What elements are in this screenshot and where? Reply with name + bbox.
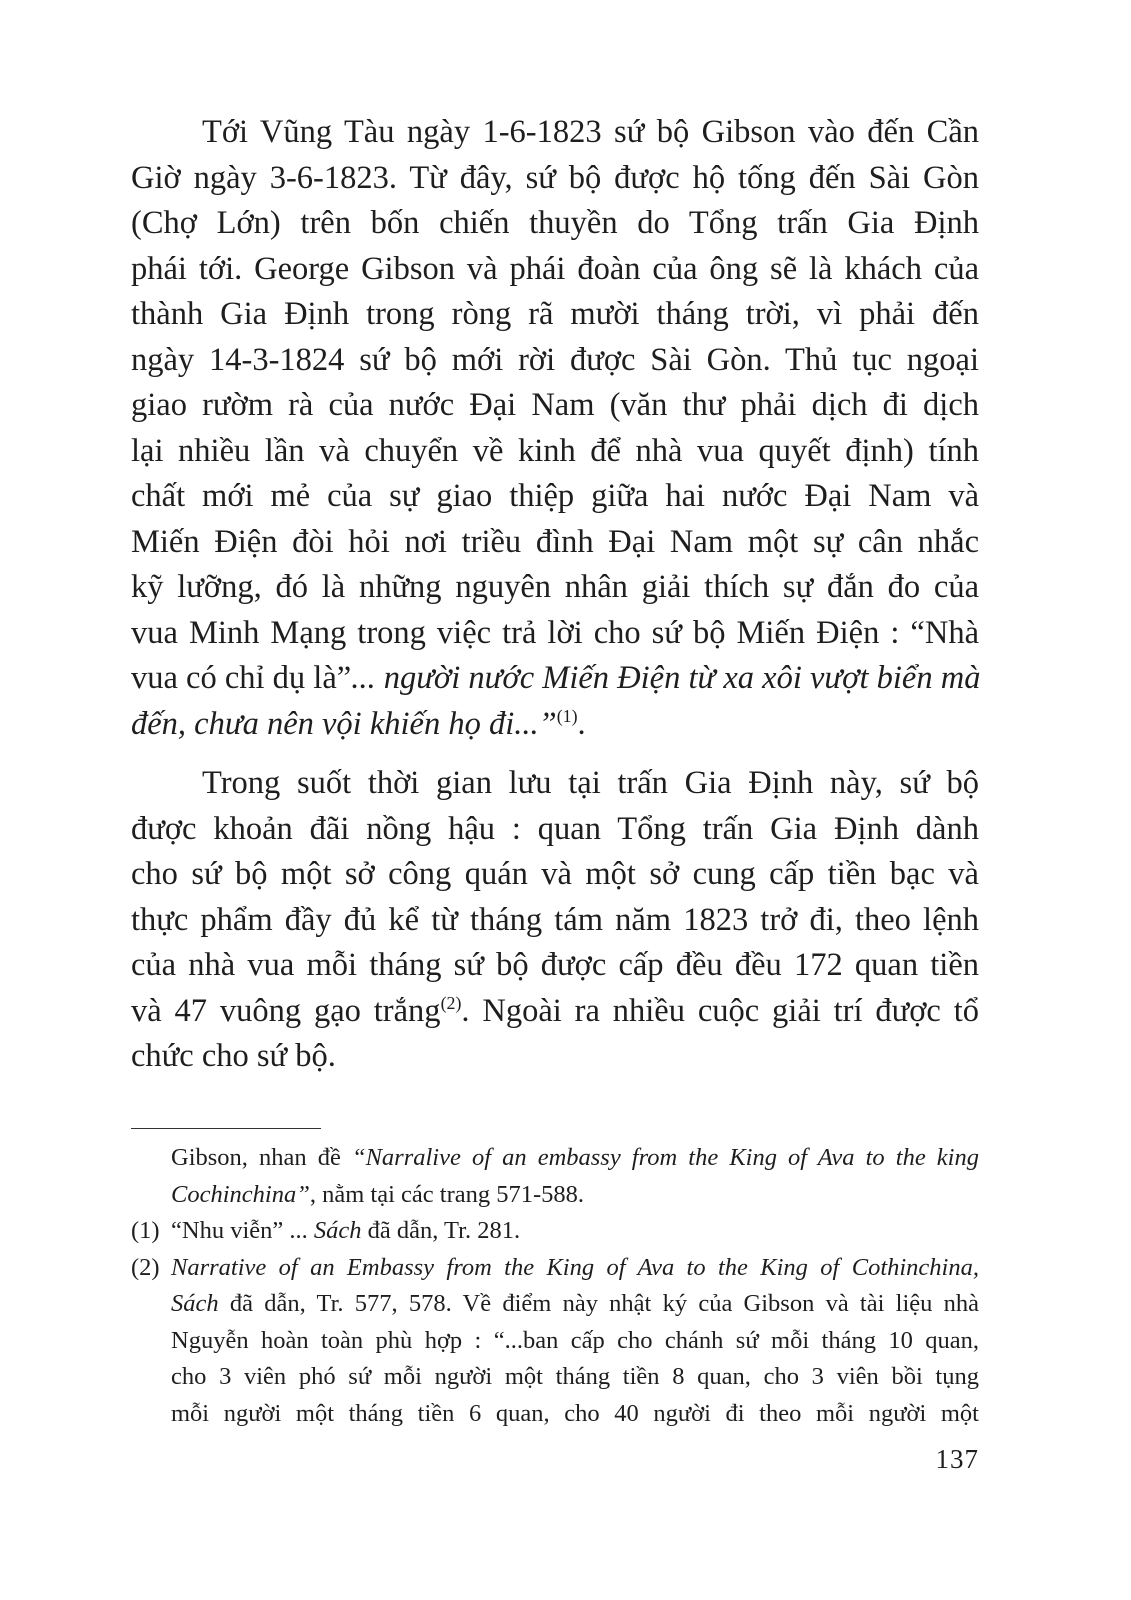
footnote-line <box>171 1286 979 1323</box>
text-line: thành Gia Định trong ròng rã mười tháng trời, vì phải đến <box>131 296 979 332</box>
text-segment: , nằm tại các trang 571-588. <box>309 1180 585 1208</box>
footnote-line: mỗi người một tháng tiền 6 quan, cho 40 người đi theo mỗi người một <box>171 1399 979 1427</box>
text-line: ngày 14-3-1824 sứ bộ mới rời được Sài Gòn. Thủ tục ngoại <box>131 341 979 378</box>
italic-word: Sách <box>171 1290 219 1317</box>
text-line: Miến Điện đòi hỏi nơi triều đình Đại Nam một sự cân nhắc <box>131 523 979 560</box>
paragraph-1 <box>131 110 979 747</box>
text-line <box>131 656 979 702</box>
footnote-continuation <box>131 1140 979 1213</box>
text-line: Giờ ngày 3-6-1823. Từ đây, sứ bộ được hộ tống đến Sài Gòn <box>131 159 979 196</box>
text-segment: “Nhu viễn” ... <box>171 1217 314 1244</box>
text-segment: Gibson, nhan đề <box>171 1144 352 1171</box>
italic-title: Cochinchina” <box>171 1180 310 1208</box>
text-segment: . <box>577 705 586 742</box>
footnote-ref-2[interactable]: (2) <box>440 992 462 1013</box>
paragraph-2 <box>131 761 979 1080</box>
text-line: (Chợ Lớn) trên bốn chiến thuyền do Tổng trấn Gia Định <box>131 205 979 241</box>
footnote-ref-1[interactable]: (1) <box>556 705 578 726</box>
text-line: kỹ lưỡng, đó là những nguyên nhân giải thích sự đắn đo của <box>131 569 979 605</box>
italic-title: “Narralive of an embassy from the King of Ava to the king <box>351 1144 979 1171</box>
text-line: chức cho sứ bộ. <box>131 1038 336 1074</box>
text-line: được khoản đãi nồng hậu : quan Tổng trấn Gia Định dành <box>131 810 979 847</box>
footnote-line <box>131 1250 979 1287</box>
text-segment: vua có chỉ dụ là” <box>131 660 352 696</box>
text-line: thực phẩm đầy đủ kể từ tháng tám năm 1823 trở đi, theo lệnh <box>131 901 979 938</box>
text-segment: và 47 vuông gạo trắng <box>131 992 441 1029</box>
italic-title: Narrative of an Embassy from the King of Ava to the King of Cothinchina, <box>171 1253 979 1281</box>
text-line: chất mới mẻ của sự giao thiệp giữa hai nước Đại Nam và <box>131 478 979 514</box>
text-line: vua Minh Mạng trong việc trả lời cho sứ bộ Miến Điện : “Nhà <box>131 614 979 651</box>
text-line <box>131 989 979 1035</box>
page-number: 137 <box>935 1444 979 1474</box>
footnote-line <box>171 1177 979 1214</box>
footnote-number: (2) <box>131 1253 160 1281</box>
text-line: Trong suốt thời gian lưu tại trấn Gia Định này, sứ bộ <box>202 765 979 801</box>
footnote-divider <box>131 1128 321 1129</box>
text-segment: . Ngoài ra nhiều cuộc giải trí được tổ <box>461 992 979 1029</box>
italic-word: Sách <box>313 1217 362 1244</box>
footnote-line <box>171 1140 979 1177</box>
text-line: cho sứ bộ một sở công quán và một sở cung cấp tiền bạc và <box>131 856 979 892</box>
text-line: giao rườm rà của nước Đại Nam (văn thư phải dịch đi dịch <box>131 387 979 423</box>
footnote-line: Nguyễn hoàn toàn phù hợp : “...ban cấp cho chánh sứ mỗi tháng 10 quan, <box>171 1326 979 1354</box>
text-line <box>131 702 979 748</box>
text-segment: đã dẫn, Tr. 281. <box>361 1217 521 1244</box>
text-line: của nhà vua mỗi tháng sứ bộ được cấp đều đều 172 quan tiền <box>131 947 979 983</box>
footnote-1 <box>131 1213 979 1250</box>
text-line: lại nhiều lần và chuyển về kinh để nhà vua quyết định) tính <box>131 432 979 469</box>
main-text <box>131 110 979 1080</box>
text-line: Tới Vũng Tàu ngày 1-6-1823 sứ bộ Gibson vào đến Cần <box>202 114 979 150</box>
text-segment: đã dẫn, Tr. 577, 578. Về điểm này nhật ký của Gibson và tài liệu nhà <box>218 1290 979 1317</box>
footnote-line <box>131 1213 979 1250</box>
footnote-line: cho 3 viên phó sứ mỗi người một tháng tiền 8 quan, cho 3 viên bồi tụng <box>171 1363 979 1390</box>
footnotes <box>131 1140 979 1432</box>
footnote-number: (1) <box>131 1217 160 1244</box>
italic-quote: ... người nước Miến Điện từ xa xôi vượt biển mà <box>351 660 981 696</box>
italic-quote: đến, chưa nên vội khiến họ đi...” <box>131 705 557 742</box>
text-line: phái tới. George Gibson và phái đoàn của ông sẽ là khách của <box>131 250 979 287</box>
footnote-2 <box>131 1250 979 1433</box>
